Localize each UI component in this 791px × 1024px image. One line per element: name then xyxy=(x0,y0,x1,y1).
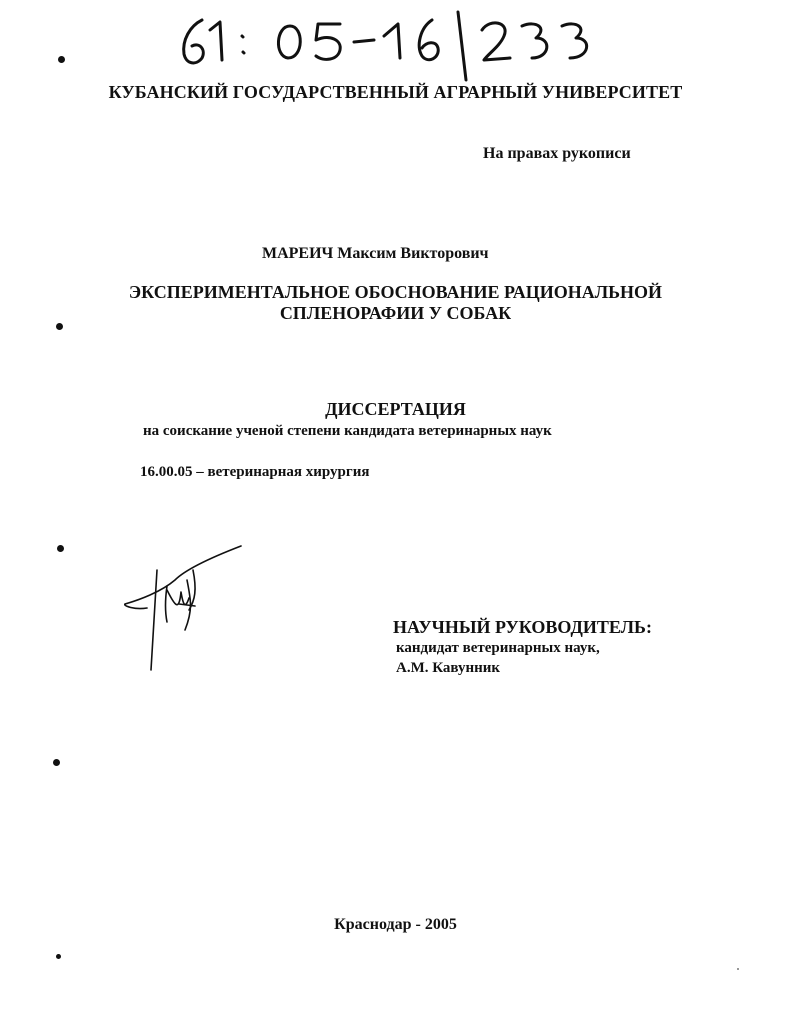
specialty-line: 16.00.05 – ветеринарная хирургия xyxy=(140,464,370,480)
thesis-title-line-2: СПЛЕНОРАФИИ У СОБАК xyxy=(279,303,512,323)
dissertation-heading: ДИССЕРТАЦИЯ xyxy=(325,399,466,419)
supervisor-degree: кандидат ветеринарных наук, xyxy=(396,640,600,656)
thesis-title-line-1: ЭКСПЕРИМЕНТАЛЬНОЕ ОБОСНОВАНИЕ РАЦИОНАЛЬНОЙ xyxy=(128,282,663,302)
handwritten-signature xyxy=(115,540,250,675)
degree-line: на соискание ученой степени кандидата ветеринарных наук xyxy=(143,423,552,439)
university-name: КУБАНСКИЙ ГОСУДАРСТВЕННЫЙ АГРАРНЫЙ УНИВЕРСИТЕТ xyxy=(108,82,683,102)
binder-hole-mark xyxy=(53,759,60,766)
city-year: Краснодар - 2005 xyxy=(334,916,457,933)
binder-hole-mark xyxy=(57,545,64,552)
handwritten-archive-code xyxy=(170,6,610,86)
rights-note: На правах рукописи xyxy=(483,145,631,162)
author-name: МАРЕИЧ Максим Викторович xyxy=(262,245,489,262)
binder-hole-mark xyxy=(56,323,63,330)
binder-hole-mark xyxy=(58,56,65,63)
supervisor-heading: НАУЧНЫЙ РУКОВОДИТЕЛЬ: xyxy=(393,617,652,637)
scan-speck xyxy=(737,968,739,970)
supervisor-name: А.М. Кавунник xyxy=(396,660,501,676)
binder-hole-mark xyxy=(56,954,61,959)
